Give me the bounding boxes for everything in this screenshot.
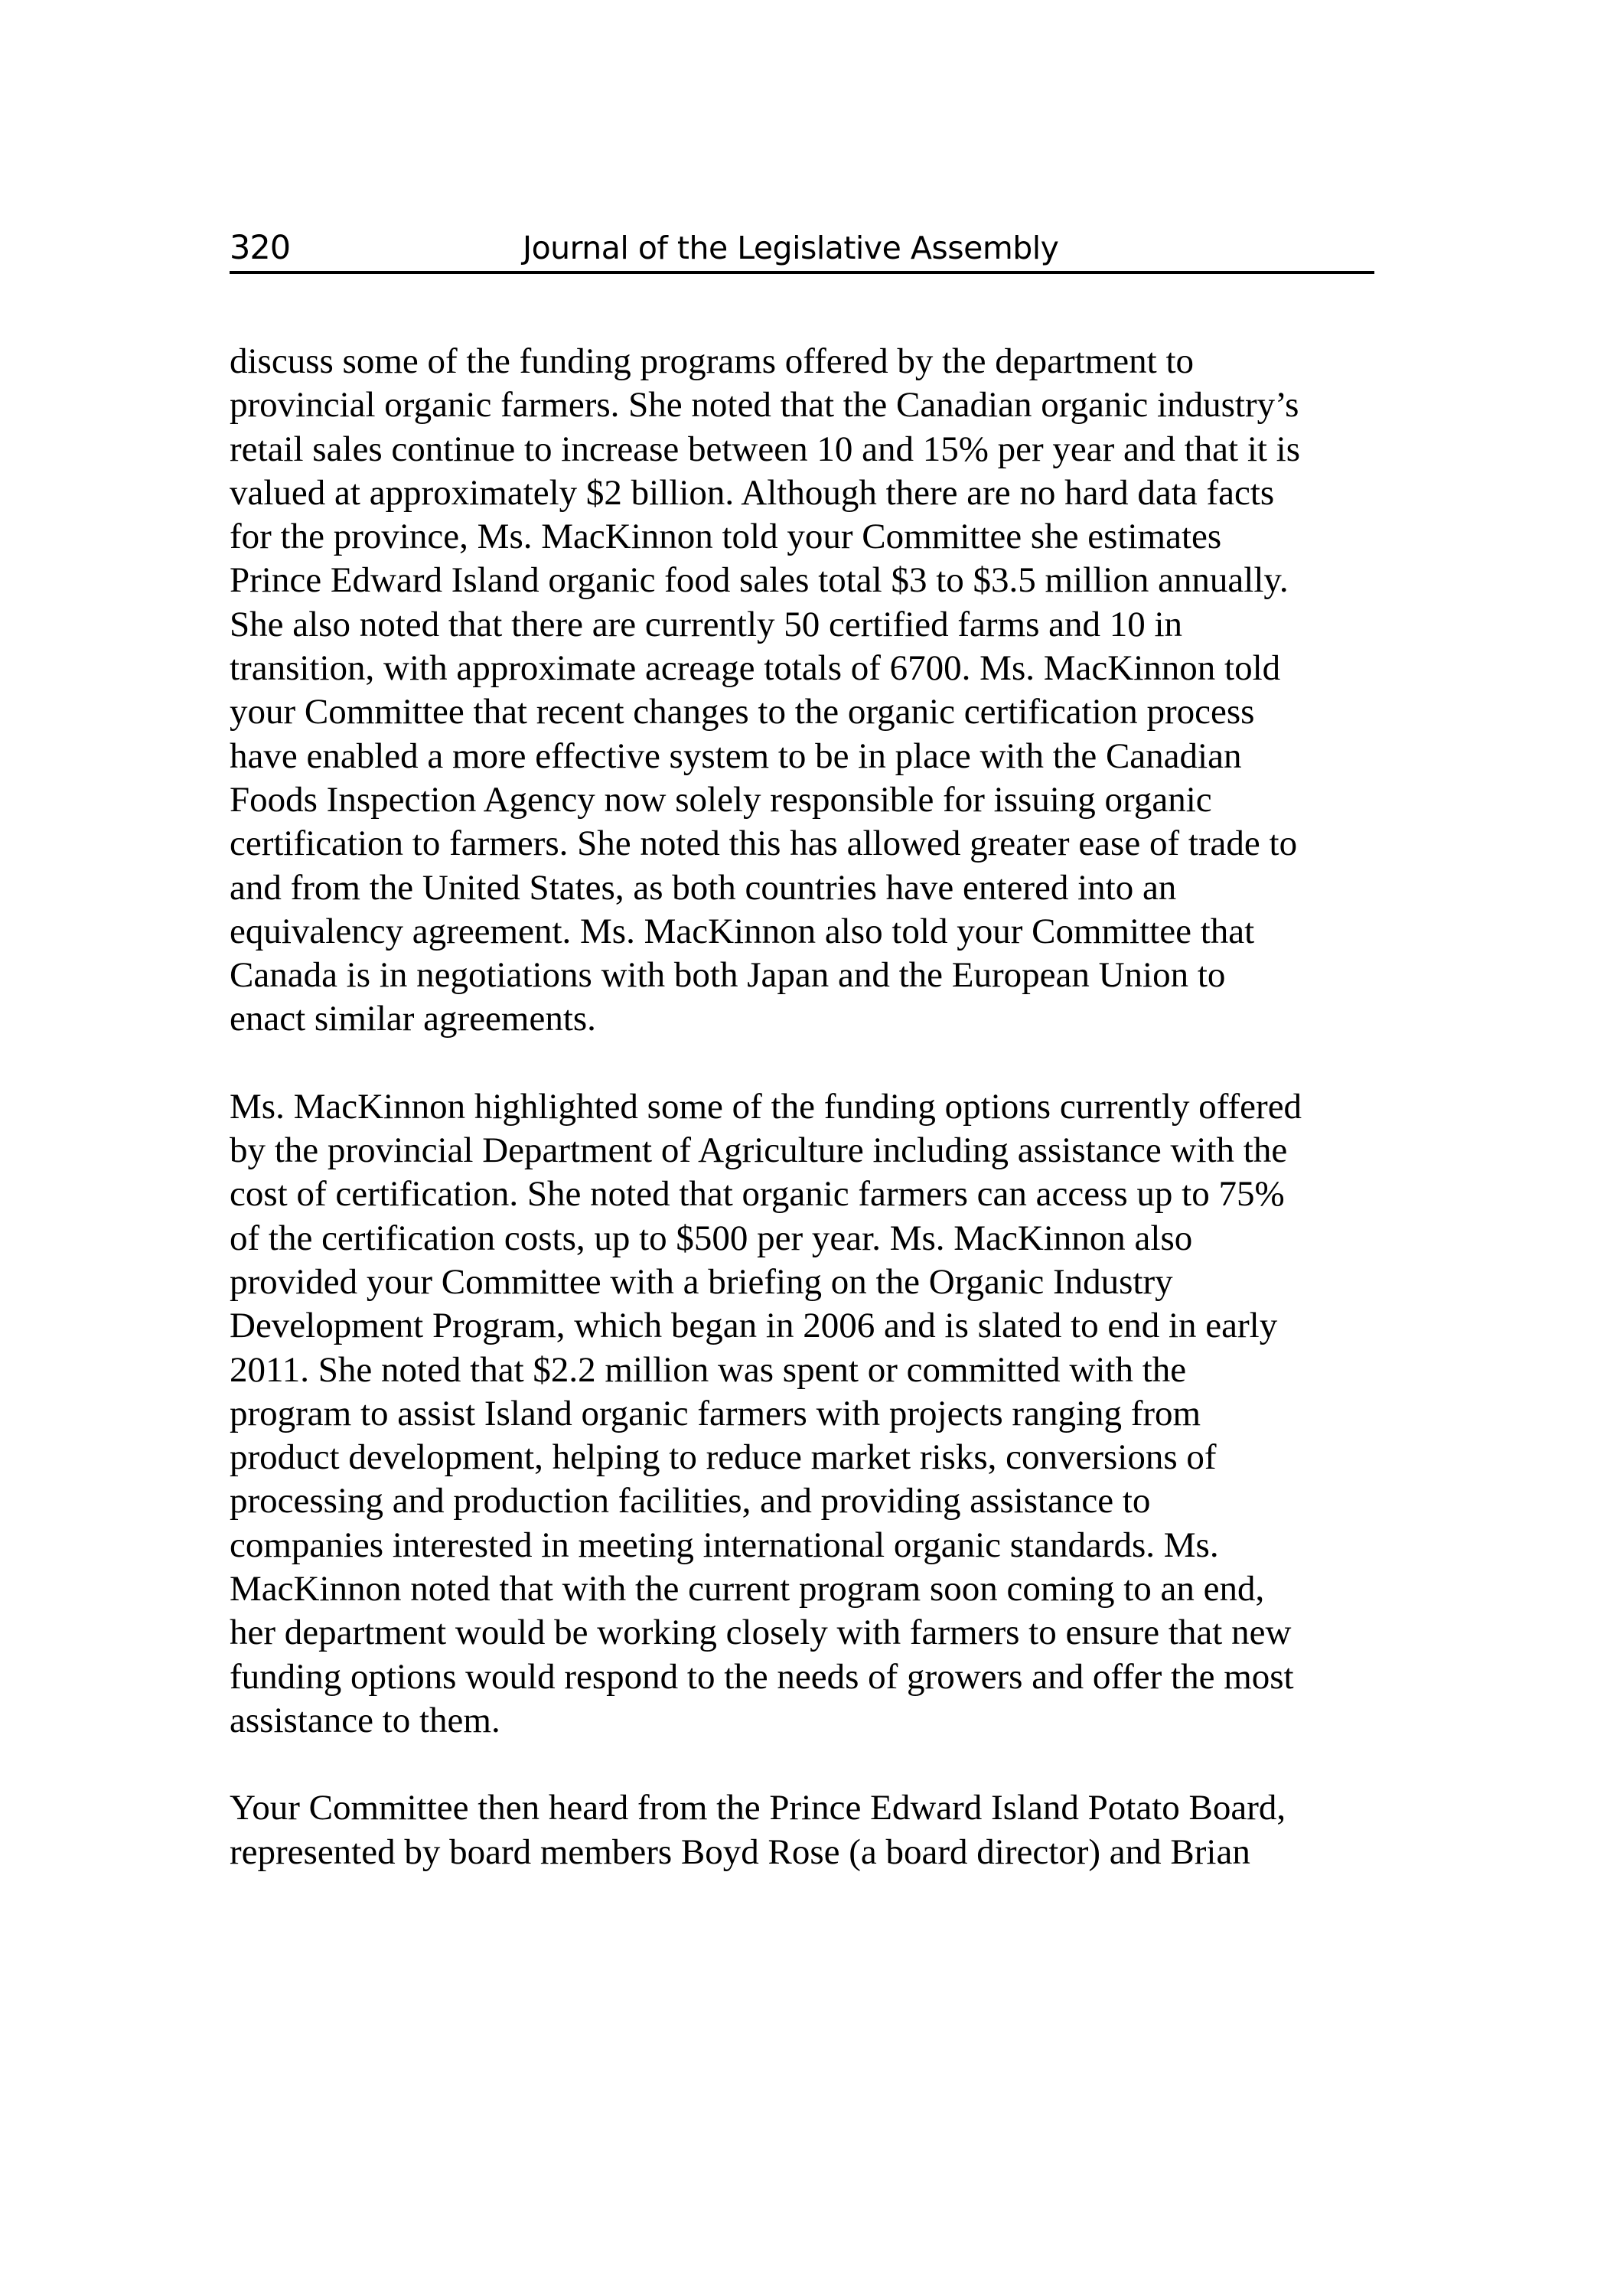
text-line: 2011. She noted that $2.2 million was spent or committed with the [230, 1349, 1187, 1390]
text-line: of the certification costs, up to $500 per year. Ms. MacKinnon also [230, 1218, 1193, 1258]
text-line: for the province, Ms. MacKinnon told your Committee she estimates [230, 517, 1222, 557]
text-line: product development, helping to reduce market risks, conversions of [230, 1437, 1217, 1478]
text-line: cost of certification. She noted that organic farmers can access up to 75% [230, 1174, 1285, 1215]
text-line: companies interested in meeting international organic standards. Ms. [230, 1525, 1219, 1565]
text-line: discuss some of the funding programs offered by the department to [230, 341, 1195, 381]
text-line: program to assist Island organic farmers with projects ranging from [230, 1393, 1201, 1433]
text-line: represented by board members Boyd Rose (a board director) and Brian [230, 1831, 1250, 1872]
text-line: provided your Committee with a briefing on the Organic Industry [230, 1261, 1173, 1302]
page-number: 320 [230, 229, 291, 267]
paragraph-2 [230, 1085, 1385, 1743]
text-line: Your Committee then heard from the Prince Edward Island Potato Board, [230, 1788, 1286, 1828]
paragraph-1 [230, 340, 1385, 1042]
running-header [230, 225, 1374, 274]
text-line: certification to farmers. She noted this has allowed greater ease of trade to [230, 823, 1298, 864]
text-line: Foods Inspection Agency now solely responsible for issuing organic [230, 779, 1212, 820]
text-line: have enabled a more effective system to be in place with the Canadian [230, 735, 1242, 776]
text-line: equivalency agreement. Ms. MacKinnon also told your Committee that [230, 911, 1255, 951]
text-line: provincial organic farmers. She noted that the Canadian organic industry’s [230, 385, 1299, 426]
text-line: Prince Edward Island organic food sales total $3 to $3.5 million annually. [230, 560, 1289, 601]
text-line: MacKinnon noted that with the current program soon coming to an end, [230, 1569, 1265, 1609]
text-line: processing and production facilities, and providing assistance to [230, 1481, 1151, 1521]
text-line: her department would be working closely with farmers to ensure that new [230, 1613, 1292, 1653]
text-line: Ms. MacKinnon highlighted some of the funding options currently offered [230, 1086, 1302, 1127]
body-text [230, 340, 1385, 1918]
text-line: enact similar agreements. [230, 999, 596, 1039]
text-line: and from the United States, as both countries have entered into an [230, 867, 1177, 908]
text-line: your Committee that recent changes to the organic certification process [230, 692, 1255, 732]
text-line: funding options would respond to the needs of growers and offer the most [230, 1656, 1294, 1697]
text-line: She also noted that there are currently 50 certified farms and 10 in [230, 604, 1183, 644]
text-line: transition, with approximate acreage totals of 6700. Ms. MacKinnon told [230, 648, 1281, 689]
text-line: assistance to them. [230, 1700, 500, 1740]
text-line: Development Program, which began in 2006 and is slated to end in early [230, 1306, 1278, 1346]
text-line: Canada is in negotiations with both Japan and the European Union to [230, 955, 1226, 996]
text-line: by the provincial Department of Agriculture including assistance with the [230, 1130, 1288, 1171]
journal-title: Journal of the Legislative Assembly [523, 230, 1059, 266]
paragraph-3 [230, 1786, 1385, 1874]
text-line: valued at approximately $2 billion. Although there are no hard data facts [230, 472, 1275, 513]
text-line: retail sales continue to increase between 10 and 15% per year and that it is [230, 429, 1301, 469]
